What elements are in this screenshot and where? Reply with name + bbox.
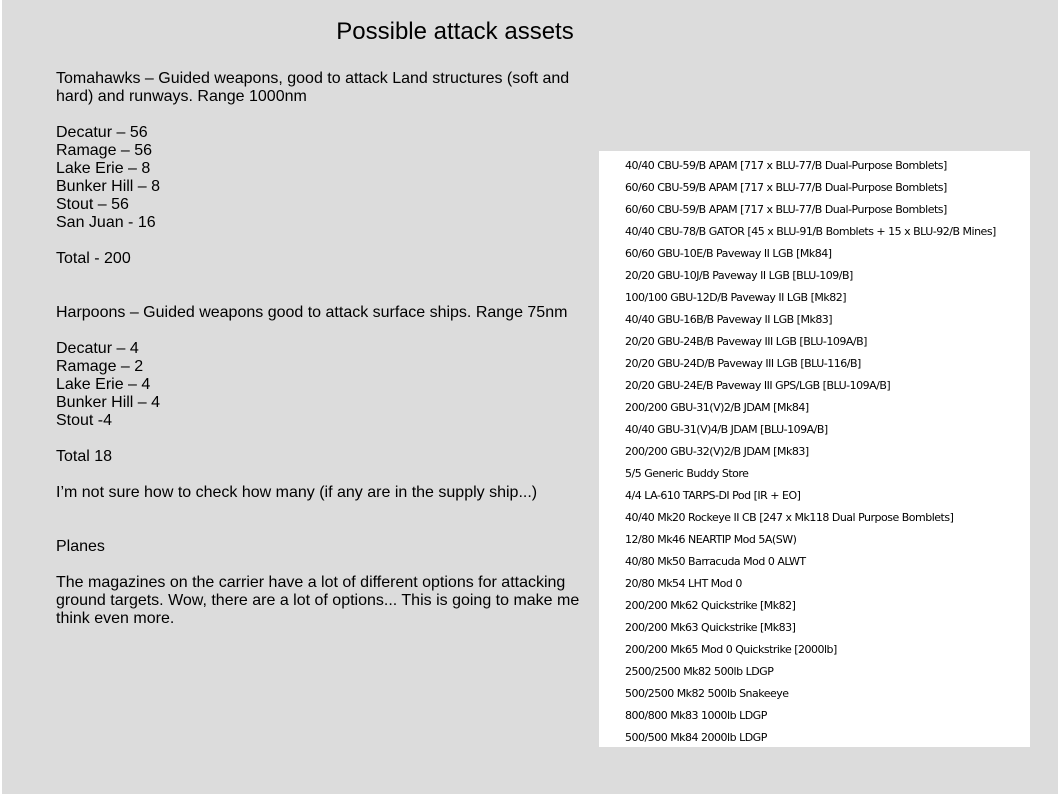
harpoons-note: I’m not sure how to check how many (if any are in the supply ship...) bbox=[56, 484, 538, 501]
magazine-item: 60/60 CBU-59/B APAM [717 x BLU-77/B Dual-Purpose Bomblets] bbox=[625, 181, 947, 194]
magazine-item: 20/20 GBU-10J/B Paveway II LGB [BLU-109/B] bbox=[625, 269, 853, 282]
harpoon-ship-line: Decatur – 4 bbox=[56, 340, 139, 357]
planes-text: The magazines on the carrier have a lot of different options for attacking ground targets. Wow, there are a lot of options... This is going to make me think even more. bbox=[56, 574, 580, 627]
harpoons-intro: Harpoons – Guided weapons good to attack surface ships. Range 75nm bbox=[56, 304, 568, 321]
magazine-list-panel bbox=[599, 151, 1030, 747]
harpoon-ship-line: Stout -4 bbox=[56, 412, 113, 429]
magazine-item: 200/200 GBU-31(V)2/B JDAM [Mk84] bbox=[625, 401, 809, 414]
slide-title: Possible attack assets bbox=[336, 18, 574, 45]
magazine-item: 20/20 GBU-24E/B Paveway III GPS/LGB [BLU-109A/B] bbox=[625, 379, 891, 392]
harpoon-ship-line: Bunker Hill – 4 bbox=[56, 394, 161, 411]
magazine-item: 20/20 GBU-24D/B Paveway III LGB [BLU-116/B] bbox=[625, 357, 861, 370]
magazine-item: 40/40 GBU-31(V)4/B JDAM [BLU-109A/B] bbox=[625, 423, 828, 436]
magazine-item: 100/100 GBU-12D/B Paveway II LGB [Mk82] bbox=[625, 291, 847, 304]
planes-heading: Planes bbox=[56, 538, 105, 555]
magazine-item: 20/20 GBU-24B/B Paveway III LGB [BLU-109A/B] bbox=[625, 335, 867, 348]
tomahawk-ship-line: Bunker Hill – 8 bbox=[56, 178, 161, 195]
magazine-item: 12/80 Mk46 NEARTIP Mod 5A(SW) bbox=[625, 533, 797, 546]
magazine-item: 5/5 Generic Buddy Store bbox=[625, 467, 749, 480]
magazine-item: 40/40 GBU-16B/B Paveway II LGB [Mk83] bbox=[625, 313, 833, 326]
magazine-item: 20/80 Mk54 LHT Mod 0 bbox=[625, 577, 742, 590]
magazine-item: 200/200 Mk62 Quickstrike [Mk82] bbox=[625, 599, 796, 612]
slide-body bbox=[56, 70, 586, 628]
magazine-item: 40/40 CBU-78/B GATOR [45 x BLU-91/B Bomblets + 15 x BLU-92/B Mines] bbox=[625, 225, 996, 238]
magazine-item: 800/800 Mk83 1000lb LDGP bbox=[625, 709, 767, 722]
harpoons-total: Total 18 bbox=[56, 448, 113, 465]
slide bbox=[2, 0, 1058, 794]
tomahawk-ship-line: San Juan - 16 bbox=[56, 214, 156, 231]
magazine-item: 200/200 Mk63 Quickstrike [Mk83] bbox=[625, 621, 796, 634]
magazine-item: 200/200 GBU-32(V)2/B JDAM [Mk83] bbox=[625, 445, 809, 458]
magazine-item: 40/40 CBU-59/B APAM [717 x BLU-77/B Dual-Purpose Bomblets] bbox=[625, 159, 947, 172]
tomahawk-ship-line: Decatur – 56 bbox=[56, 124, 148, 141]
harpoon-ship-line: Lake Erie – 4 bbox=[56, 376, 151, 393]
harpoon-ship-line: Ramage – 2 bbox=[56, 358, 144, 375]
tomahawks-total: Total - 200 bbox=[56, 250, 131, 267]
magazine-item: 500/2500 Mk82 500lb Snakeeye bbox=[625, 687, 789, 700]
magazine-item: 4/4 LA-610 TARPS-DI Pod [IR + EO] bbox=[625, 489, 801, 502]
magazine-item: 60/60 CBU-59/B APAM [717 x BLU-77/B Dual-Purpose Bomblets] bbox=[625, 203, 947, 216]
magazine-item: 2500/2500 Mk82 500lb LDGP bbox=[625, 665, 774, 678]
magazine-list bbox=[625, 155, 996, 749]
tomahawk-ship-line: Stout – 56 bbox=[56, 196, 129, 213]
tomahawks-intro: Tomahawks – Guided weapons, good to attack Land structures (soft and hard) and runways. Range 1000nm bbox=[56, 70, 570, 105]
magazine-item: 40/80 Mk50 Barracuda Mod 0 ALWT bbox=[625, 555, 806, 568]
tomahawk-ship-line: Ramage – 56 bbox=[56, 142, 153, 159]
magazine-item: 200/200 Mk65 Mod 0 Quickstrike [2000lb] bbox=[625, 643, 837, 656]
magazine-item: 500/500 Mk84 2000lb LDGP bbox=[625, 731, 767, 744]
magazine-item: 40/40 Mk20 Rockeye II CB [247 x Mk118 Dual Purpose Bomblets] bbox=[625, 511, 954, 524]
tomahawk-ship-line: Lake Erie – 8 bbox=[56, 160, 151, 177]
magazine-item: 60/60 GBU-10E/B Paveway II LGB [Mk84] bbox=[625, 247, 832, 260]
